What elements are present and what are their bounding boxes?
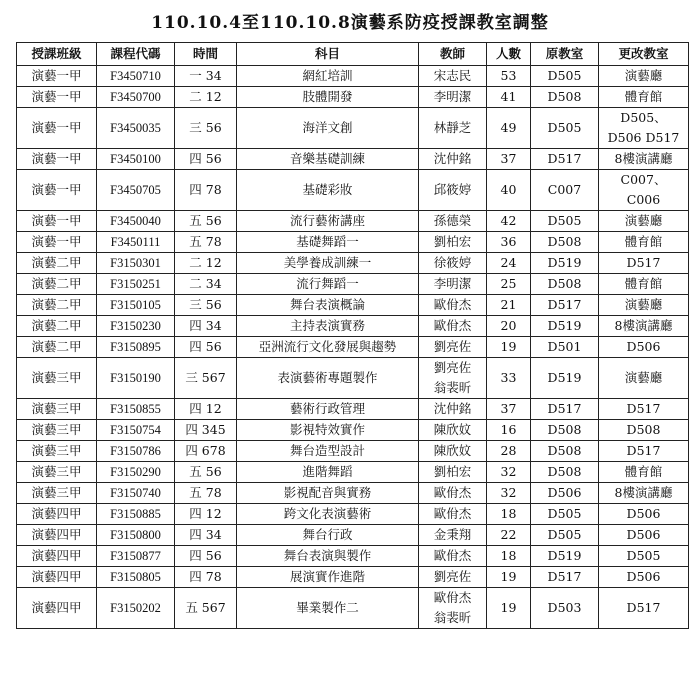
cell-count: 33 [487,358,531,399]
cell-teacher: 歐佾杰 [419,295,487,316]
cell-original-room: D501 [531,337,599,358]
cell-new-room: D517 [599,441,689,462]
header-count: 人數 [487,43,531,66]
cell-time: 五 56 [175,211,237,232]
cell-count: 18 [487,546,531,567]
cell-class: 演藝四甲 [17,546,97,567]
table-row [17,87,689,108]
cell-class: 演藝三甲 [17,483,97,504]
cell-teacher: 歐佾杰 [419,504,487,525]
header-code: 課程代碼 [97,43,175,66]
cell-original-room: D505 [531,211,599,232]
cell-course: 畢業製作二 [237,588,419,629]
cell-new-room: 演藝廳 [599,358,689,399]
cell-new-room: 體育館 [599,87,689,108]
cell-code: F3150754 [97,420,175,441]
cell-code: F3150230 [97,316,175,337]
table-row [17,358,689,399]
cell-code: F3150740 [97,483,175,504]
cell-new-room: D506 [599,337,689,358]
cell-code: F3150855 [97,399,175,420]
cell-course: 基礎彩妝 [237,170,419,211]
cell-time: 三 56 [175,295,237,316]
cell-code: F3450035 [97,108,175,149]
cell-original-room: D505 [531,504,599,525]
table-row [17,316,689,337]
cell-time: 五 78 [175,232,237,253]
cell-original-room: D517 [531,295,599,316]
cell-time: 四 78 [175,170,237,211]
cell-time: 一 34 [175,66,237,87]
cell-code: F3150290 [97,462,175,483]
cell-course: 展演實作進階 [237,567,419,588]
table-row [17,504,689,525]
cell-teacher: 宋志民 [419,66,487,87]
cell-new-room: D517 [599,588,689,629]
cell-teacher: 沈仲銘 [419,399,487,420]
cell-new-room: D506 [599,567,689,588]
table-row [17,253,689,274]
cell-class: 演藝一甲 [17,87,97,108]
cell-class: 演藝二甲 [17,337,97,358]
cell-course: 美學養成訓練一 [237,253,419,274]
cell-code: F3150877 [97,546,175,567]
table-row [17,295,689,316]
table-row [17,525,689,546]
cell-class: 演藝三甲 [17,399,97,420]
cell-code: F3150885 [97,504,175,525]
cell-original-room: D519 [531,253,599,274]
cell-new-room: D505 [599,546,689,567]
table-row [17,149,689,170]
cell-original-room: D508 [531,232,599,253]
cell-class: 演藝二甲 [17,295,97,316]
cell-teacher: 金秉翔 [419,525,487,546]
cell-code: F3150190 [97,358,175,399]
cell-original-room: D503 [531,588,599,629]
cell-original-room: D517 [531,567,599,588]
cell-original-room: D519 [531,316,599,337]
cell-original-room: D505 [531,108,599,149]
cell-count: 24 [487,253,531,274]
cell-teacher: 林靜芝 [419,108,487,149]
cell-time: 四 12 [175,399,237,420]
cell-new-room: D505、 D506 D517 [599,108,689,149]
cell-original-room: D505 [531,66,599,87]
table-row [17,108,689,149]
cell-original-room: D519 [531,546,599,567]
cell-code: F3450705 [97,170,175,211]
cell-count: 32 [487,483,531,504]
cell-class: 演藝三甲 [17,441,97,462]
table-row [17,420,689,441]
cell-original-room: D517 [531,149,599,170]
cell-count: 49 [487,108,531,149]
cell-original-room: D508 [531,274,599,295]
cell-class: 演藝一甲 [17,108,97,149]
cell-course: 亞洲流行文化發展與趨勢 [237,337,419,358]
cell-class: 演藝三甲 [17,420,97,441]
cell-time: 四 12 [175,504,237,525]
cell-code: F3150202 [97,588,175,629]
cell-class: 演藝二甲 [17,316,97,337]
cell-class: 演藝二甲 [17,253,97,274]
cell-time: 五 78 [175,483,237,504]
cell-teacher: 陳欣妏 [419,420,487,441]
cell-teacher: 沈仲銘 [419,149,487,170]
cell-time: 四 678 [175,441,237,462]
cell-new-room: 演藝廳 [599,211,689,232]
cell-code: F3150800 [97,525,175,546]
cell-class: 演藝一甲 [17,170,97,211]
cell-class: 演藝一甲 [17,66,97,87]
cell-teacher: 劉亮佐 翁裴昕 [419,358,487,399]
cell-course: 藝術行政管理 [237,399,419,420]
cell-teacher: 劉亮佐 [419,337,487,358]
cell-course: 流行舞蹈一 [237,274,419,295]
cell-new-room: 8樓演講廳 [599,316,689,337]
cell-course: 流行藝術講座 [237,211,419,232]
table-row [17,211,689,232]
cell-original-room: D508 [531,462,599,483]
cell-teacher: 歐佾杰 [419,316,487,337]
cell-course: 基礎舞蹈一 [237,232,419,253]
cell-count: 36 [487,232,531,253]
cell-course: 音樂基礎訓練 [237,149,419,170]
classroom-adjustment-table [16,42,689,629]
table-header-row [17,43,689,66]
cell-original-room: D506 [531,483,599,504]
cell-class: 演藝一甲 [17,149,97,170]
cell-code: F3450040 [97,211,175,232]
cell-new-room: 體育館 [599,274,689,295]
cell-count: 28 [487,441,531,462]
table-body [17,66,689,629]
cell-course: 影視特效實作 [237,420,419,441]
cell-original-room: D505 [531,525,599,546]
cell-class: 演藝四甲 [17,588,97,629]
cell-new-room: C007、 C006 [599,170,689,211]
cell-time: 四 56 [175,546,237,567]
cell-teacher: 歐佾杰 [419,546,487,567]
cell-course: 舞台行政 [237,525,419,546]
cell-count: 16 [487,420,531,441]
cell-count: 19 [487,337,531,358]
cell-new-room: 體育館 [599,232,689,253]
cell-count: 37 [487,149,531,170]
cell-count: 22 [487,525,531,546]
cell-teacher: 邱筱婷 [419,170,487,211]
cell-class: 演藝三甲 [17,358,97,399]
cell-count: 21 [487,295,531,316]
cell-time: 二 12 [175,253,237,274]
cell-code: F3450710 [97,66,175,87]
cell-original-room: C007 [531,170,599,211]
header-new-room: 更改教室 [599,43,689,66]
cell-course: 舞台表演概論 [237,295,419,316]
cell-code: F3150805 [97,567,175,588]
cell-code: F3450100 [97,149,175,170]
cell-teacher: 李明潔 [419,87,487,108]
cell-teacher: 劉柏宏 [419,232,487,253]
table-row [17,66,689,87]
cell-count: 20 [487,316,531,337]
cell-time: 三 567 [175,358,237,399]
cell-time: 五 567 [175,588,237,629]
cell-count: 19 [487,588,531,629]
cell-course: 表演藝術專題製作 [237,358,419,399]
cell-course: 舞台造型設計 [237,441,419,462]
table-row [17,546,689,567]
cell-count: 25 [487,274,531,295]
cell-count: 41 [487,87,531,108]
header-course: 科目 [237,43,419,66]
cell-course: 網紅培訓 [237,66,419,87]
table-row [17,462,689,483]
cell-class: 演藝四甲 [17,567,97,588]
cell-new-room: 演藝廳 [599,66,689,87]
table-row [17,399,689,420]
table-row [17,232,689,253]
cell-teacher: 歐佾杰 [419,483,487,504]
cell-code: F3150301 [97,253,175,274]
cell-class: 演藝四甲 [17,504,97,525]
cell-time: 四 56 [175,149,237,170]
cell-new-room: D508 [599,420,689,441]
cell-course: 舞台表演與製作 [237,546,419,567]
cell-original-room: D508 [531,420,599,441]
table-row [17,337,689,358]
header-teacher: 教師 [419,43,487,66]
cell-teacher: 劉亮佐 [419,567,487,588]
cell-code: F3150251 [97,274,175,295]
cell-time: 二 12 [175,87,237,108]
cell-new-room: 8樓演講廳 [599,149,689,170]
table-row [17,274,689,295]
cell-code: F3150786 [97,441,175,462]
cell-original-room: D519 [531,358,599,399]
cell-count: 32 [487,462,531,483]
cell-time: 五 56 [175,462,237,483]
cell-original-room: D508 [531,441,599,462]
table-row [17,441,689,462]
cell-code: F3450111 [97,232,175,253]
cell-teacher: 陳欣妏 [419,441,487,462]
table-row [17,567,689,588]
cell-new-room: D517 [599,253,689,274]
cell-course: 海洋文創 [237,108,419,149]
header-original-room: 原教室 [531,43,599,66]
cell-teacher: 孫德榮 [419,211,487,232]
cell-teacher: 李明潔 [419,274,487,295]
cell-time: 四 345 [175,420,237,441]
cell-new-room: 8樓演講廳 [599,483,689,504]
cell-new-room: 體育館 [599,462,689,483]
cell-new-room: D506 [599,525,689,546]
cell-time: 四 78 [175,567,237,588]
cell-new-room: D506 [599,504,689,525]
cell-count: 53 [487,66,531,87]
cell-count: 19 [487,567,531,588]
cell-course: 主持表演實務 [237,316,419,337]
cell-teacher: 劉柏宏 [419,462,487,483]
cell-course: 影視配音與實務 [237,483,419,504]
cell-count: 37 [487,399,531,420]
cell-count: 40 [487,170,531,211]
cell-time: 四 34 [175,525,237,546]
cell-class: 演藝四甲 [17,525,97,546]
cell-course: 跨文化表演藝術 [237,504,419,525]
table-row [17,588,689,629]
page-title: 110.10.4至110.10.8演藝系防疫授課教室調整 [151,13,549,33]
table-row [17,170,689,211]
cell-time: 四 56 [175,337,237,358]
header-class: 授課班級 [17,43,97,66]
cell-teacher: 歐佾杰 翁裴昕 [419,588,487,629]
table-row [17,483,689,504]
cell-count: 42 [487,211,531,232]
cell-count: 18 [487,504,531,525]
cell-code: F3450700 [97,87,175,108]
header-time: 時間 [175,43,237,66]
cell-course: 進階舞蹈 [237,462,419,483]
cell-time: 三 56 [175,108,237,149]
cell-new-room: 演藝廳 [599,295,689,316]
cell-new-room: D517 [599,399,689,420]
cell-original-room: D508 [531,87,599,108]
cell-class: 演藝二甲 [17,274,97,295]
cell-time: 二 34 [175,274,237,295]
cell-code: F3150105 [97,295,175,316]
cell-class: 演藝一甲 [17,232,97,253]
cell-code: F3150895 [97,337,175,358]
cell-original-room: D517 [531,399,599,420]
cell-class: 演藝一甲 [17,211,97,232]
cell-course: 肢體開發 [237,87,419,108]
cell-time: 四 34 [175,316,237,337]
cell-teacher: 徐筱婷 [419,253,487,274]
cell-class: 演藝三甲 [17,462,97,483]
